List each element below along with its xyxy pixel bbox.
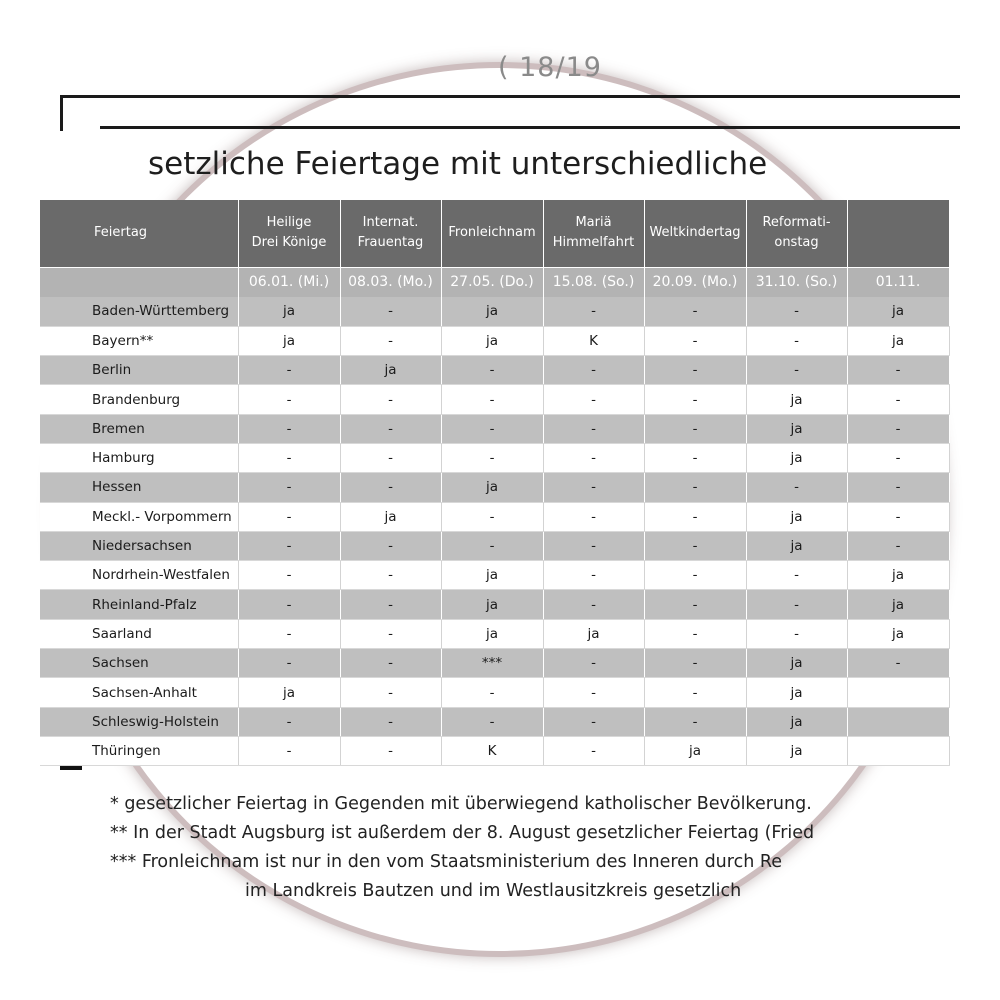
holiday-cell: ja (746, 443, 847, 472)
holiday-cell: ja (847, 326, 949, 355)
holiday-cell: - (340, 590, 441, 619)
table-row (40, 707, 949, 736)
state-name: Niedersachsen (40, 531, 238, 560)
holiday-cell: - (644, 619, 746, 648)
table-row (40, 356, 949, 385)
holiday-cell: ja (746, 707, 847, 736)
holiday-cell: ja (441, 297, 543, 326)
table-row (40, 531, 949, 560)
table-row (40, 736, 949, 765)
holiday-cell: ja (441, 473, 543, 502)
holiday-cell (847, 707, 949, 736)
holiday-cell: ja (340, 356, 441, 385)
footnotes (60, 790, 815, 906)
column-header: Fronleichnam (441, 200, 543, 267)
state-name: Nordrhein-Westfalen (40, 561, 238, 590)
footnote: ** In der Stadt Augsburg ist außerdem der 8. August gesetzlicher Feiertag (Fried (110, 823, 815, 843)
footnote: im Landkreis Bautzen und im Westlausitzkreis gesetzlich (245, 881, 742, 901)
holiday-cell: - (746, 619, 847, 648)
holiday-cell: - (340, 297, 441, 326)
holiday-cell: ja (441, 561, 543, 590)
holiday-cell: - (644, 649, 746, 678)
table-row (40, 326, 949, 355)
holiday-cell: ja (746, 502, 847, 531)
holiday-cell: ja (746, 414, 847, 443)
holiday-cell: - (847, 443, 949, 472)
holiday-cell: ja (746, 736, 847, 765)
table-date-row (40, 267, 949, 297)
holiday-cell: - (543, 473, 644, 502)
holiday-cell: - (441, 385, 543, 414)
holiday-cell: - (644, 590, 746, 619)
holiday-cell: - (644, 297, 746, 326)
holiday-cell: - (441, 707, 543, 736)
holiday-cell: - (238, 619, 340, 648)
table-row (40, 561, 949, 590)
holiday-cell: - (340, 736, 441, 765)
holiday-cell: ja (746, 385, 847, 414)
holiday-cell: - (238, 736, 340, 765)
holiday-cell: - (847, 356, 949, 385)
holiday-cell: - (340, 473, 441, 502)
holiday-cell: - (847, 414, 949, 443)
holiday-cell: ja (644, 736, 746, 765)
table-body (40, 297, 949, 766)
holiday-cell: - (644, 385, 746, 414)
holiday-cell: K (441, 736, 543, 765)
column-date: 27.05. (Do.) (441, 267, 543, 297)
holiday-cell: - (340, 385, 441, 414)
holiday-cell: - (340, 678, 441, 707)
holiday-cell: ja (238, 678, 340, 707)
table-row (40, 502, 949, 531)
holiday-cell: - (340, 531, 441, 560)
state-name: Baden-Württemberg (40, 297, 238, 326)
holiday-cell: - (238, 707, 340, 736)
holiday-cell: - (644, 502, 746, 531)
holiday-cell: K (543, 326, 644, 355)
holiday-cell: - (746, 590, 847, 619)
holiday-cell: - (441, 678, 543, 707)
frame-edge (60, 97, 63, 131)
holiday-cell: - (441, 443, 543, 472)
holiday-cell: - (238, 385, 340, 414)
column-date: 20.09. (Mo.) (644, 267, 746, 297)
holiday-cell: - (847, 531, 949, 560)
table-row (40, 678, 949, 707)
holiday-cell: ja (543, 619, 644, 648)
holiday-cell: ja (340, 502, 441, 531)
holiday-cell (847, 736, 949, 765)
divider-line (60, 95, 960, 98)
holiday-cell: - (340, 326, 441, 355)
holiday-cell: - (644, 473, 746, 502)
holiday-cell: - (238, 561, 340, 590)
table-row (40, 297, 949, 326)
column-header: Weltkindertag (644, 200, 746, 267)
holiday-cell: *** (441, 649, 543, 678)
state-name: Brandenburg (40, 385, 238, 414)
holiday-cell: - (238, 649, 340, 678)
holiday-cell: ja (847, 561, 949, 590)
holiday-cell: - (847, 473, 949, 502)
holiday-cell: - (543, 502, 644, 531)
state-name: Rheinland-Pfalz (40, 590, 238, 619)
holiday-cell (847, 678, 949, 707)
column-date: 15.08. (So.) (543, 267, 644, 297)
holiday-cell: - (441, 531, 543, 560)
state-name: Meckl.- Vorpommern (40, 502, 238, 531)
state-name: Sachsen (40, 649, 238, 678)
column-date (40, 267, 238, 297)
holiday-cell: - (543, 297, 644, 326)
holiday-cell: - (441, 414, 543, 443)
holiday-cell: - (746, 297, 847, 326)
holiday-cell: ja (847, 590, 949, 619)
holiday-cell: - (238, 473, 340, 502)
holiday-cell: - (746, 561, 847, 590)
holiday-cell: - (746, 326, 847, 355)
holiday-cell: - (644, 443, 746, 472)
holiday-cell: - (746, 356, 847, 385)
holiday-cell: - (644, 326, 746, 355)
column-header: Internat. Frauentag (340, 200, 441, 267)
holiday-cell: - (441, 502, 543, 531)
holiday-cell: - (238, 502, 340, 531)
holiday-cell: - (340, 619, 441, 648)
holiday-cell: ja (441, 326, 543, 355)
holiday-cell: ja (441, 619, 543, 648)
footnote: * gesetzlicher Feiertag in Gegenden mit überwiegend katholischer Bevölkerung. (110, 794, 812, 814)
holiday-cell: - (543, 736, 644, 765)
holiday-cell: - (644, 531, 746, 560)
holiday-cell: ja (746, 649, 847, 678)
state-name: Saarland (40, 619, 238, 648)
state-name: Hessen (40, 473, 238, 502)
column-date: 08.03. (Mo.) (340, 267, 441, 297)
holiday-cell: - (340, 649, 441, 678)
column-header: Reformati- onstag (746, 200, 847, 267)
table-header-row (40, 200, 949, 267)
state-name: Hamburg (40, 443, 238, 472)
holiday-cell: - (238, 443, 340, 472)
holiday-cell: - (543, 385, 644, 414)
holiday-cell: - (543, 561, 644, 590)
holiday-cell: - (340, 707, 441, 736)
holiday-cell: - (238, 356, 340, 385)
column-header: Feiertag (40, 200, 238, 267)
table-row (40, 385, 949, 414)
holiday-cell: ja (441, 590, 543, 619)
holiday-cell: - (746, 473, 847, 502)
state-name: Berlin (40, 356, 238, 385)
table-row (40, 443, 949, 472)
holiday-cell: - (340, 561, 441, 590)
holiday-cell: - (644, 561, 746, 590)
table-row (40, 473, 949, 502)
page-number-fragment: ( 18/19 (498, 52, 602, 83)
holiday-cell: - (543, 531, 644, 560)
magnifier-lens (58, 52, 941, 951)
state-name: Sachsen-Anhalt (40, 678, 238, 707)
holiday-cell: - (644, 707, 746, 736)
holiday-cell: - (543, 443, 644, 472)
state-name: Bremen (40, 414, 238, 443)
holiday-cell: - (238, 531, 340, 560)
holiday-cell: ja (238, 326, 340, 355)
page-title: setzliche Feiertage mit unterschiedliche (148, 146, 768, 182)
holiday-table (40, 200, 950, 766)
holiday-cell: - (340, 414, 441, 443)
table-row (40, 590, 949, 619)
column-date: 06.01. (Mi.) (238, 267, 340, 297)
table-row (40, 619, 949, 648)
column-header (847, 200, 949, 267)
holiday-cell: ja (847, 619, 949, 648)
holiday-cell: - (543, 707, 644, 736)
holiday-cell: - (238, 590, 340, 619)
column-date: 31.10. (So.) (746, 267, 847, 297)
table-row (40, 649, 949, 678)
holiday-cell: - (847, 385, 949, 414)
holiday-cell: ja (238, 297, 340, 326)
holiday-cell: - (441, 356, 543, 385)
holiday-cell: ja (847, 297, 949, 326)
holiday-cell: - (644, 414, 746, 443)
table-row (40, 414, 949, 443)
holiday-cell: - (847, 649, 949, 678)
column-header: Heilige Drei Könige (238, 200, 340, 267)
holiday-cell: - (543, 678, 644, 707)
holiday-cell: - (340, 443, 441, 472)
footnote: *** Fronleichnam ist nur in den vom Staatsministerium des Inneren durch Re (110, 852, 782, 872)
holiday-cell: ja (746, 678, 847, 707)
state-name: Schleswig-Holstein (40, 707, 238, 736)
state-name: Thüringen (40, 736, 238, 765)
state-name: Bayern** (40, 326, 238, 355)
holiday-cell: - (847, 502, 949, 531)
divider-line (100, 126, 960, 129)
column-header: Mariä Himmelfahrt (543, 200, 644, 267)
holiday-cell: - (644, 356, 746, 385)
holiday-cell: ja (746, 531, 847, 560)
holiday-cell: - (543, 414, 644, 443)
holiday-cell: - (543, 356, 644, 385)
holiday-cell: - (543, 590, 644, 619)
holiday-cell: - (238, 414, 340, 443)
column-date: 01.11. (847, 267, 949, 297)
holiday-cell: - (644, 678, 746, 707)
holiday-cell: - (543, 649, 644, 678)
